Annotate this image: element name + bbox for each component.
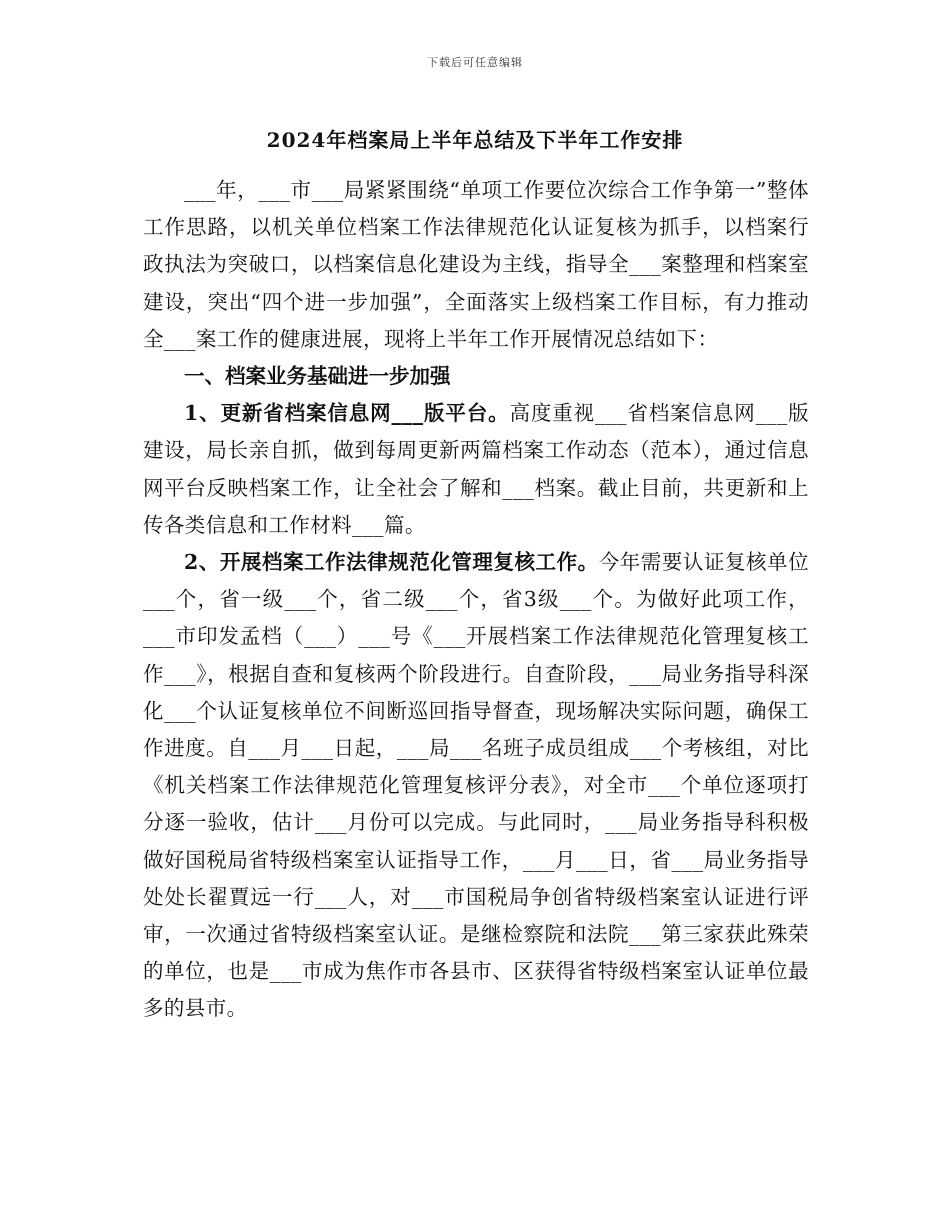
section-heading-1: 一、档案业务基础进一步加强 xyxy=(184,364,451,389)
header-note: 下载后可任意编辑 xyxy=(427,56,523,69)
document-title: 2024年档案局上半年总结及下半年工作安排 xyxy=(266,128,684,152)
item-1-lead: 1、更新省档案信息网___版平台。 xyxy=(184,401,510,426)
item-1-paragraph xyxy=(143,395,809,544)
intro-paragraph: ___年，___市___局紧紧围绕“单项工作要位次综合工作争第一”整体工作思路，以机关单位档案工作法律规范化认证复核为抓手，以档案行政执法为突破口，以档案信息化建设为主线，指导全___案整理和档案室建设，突出“四个进一步加强”，全面落实上级档案工作目标，有力推动全___案工作的健康进展，现将上半年工作开展情况总结如下： xyxy=(143,178,809,351)
item-2-text: 今年需要认证复核单位___个，省一级___个，省二级___个，省3级___个。为做好此项工作，___市印发孟档（___）___号《___开展档案工作法律规范化管理复核工作___》，根据自查和复核两个阶段进行。自查阶段，___局业务指导科深化___个认证复核单位不间断巡回指导督查，现场解决实际问题，确保工作进度。自___月___日起，___局___名班子成员组成___个考核组，对比《机关档案工作法律规范化管理复核评分表》，对全市___个单位逐项打分逐一验收，估计___月份可以完成。与此同时，___局业务指导科积极做好国税局省特级档案室认证指导工作，___月___日，省___局业务指导处处长翟賈远一行___人，对___市国税局争创省特级档案室认证进行评审，一次通过省特级档案室认证。是继检察院和法院___第三家获此殊荣的单位，也是___市成为焦作市各县市、区获得省特级档案室认证单位最多的县市。 xyxy=(143,550,810,1021)
item-1-text: 高度重视___省档案信息网___版建设，局长亲自抓，做到每周更新两篇档案工作动态（范本），通过信息网平台反映档案工作，让全社会了解和___档案。截止目前，共更新和上传各类信息和工作材料___篇。 xyxy=(143,401,809,537)
item-2-paragraph xyxy=(143,544,809,1028)
document-body xyxy=(143,172,809,1028)
item-2-lead: 2、开展档案工作法律规范化管理复核工作。 xyxy=(184,550,599,575)
